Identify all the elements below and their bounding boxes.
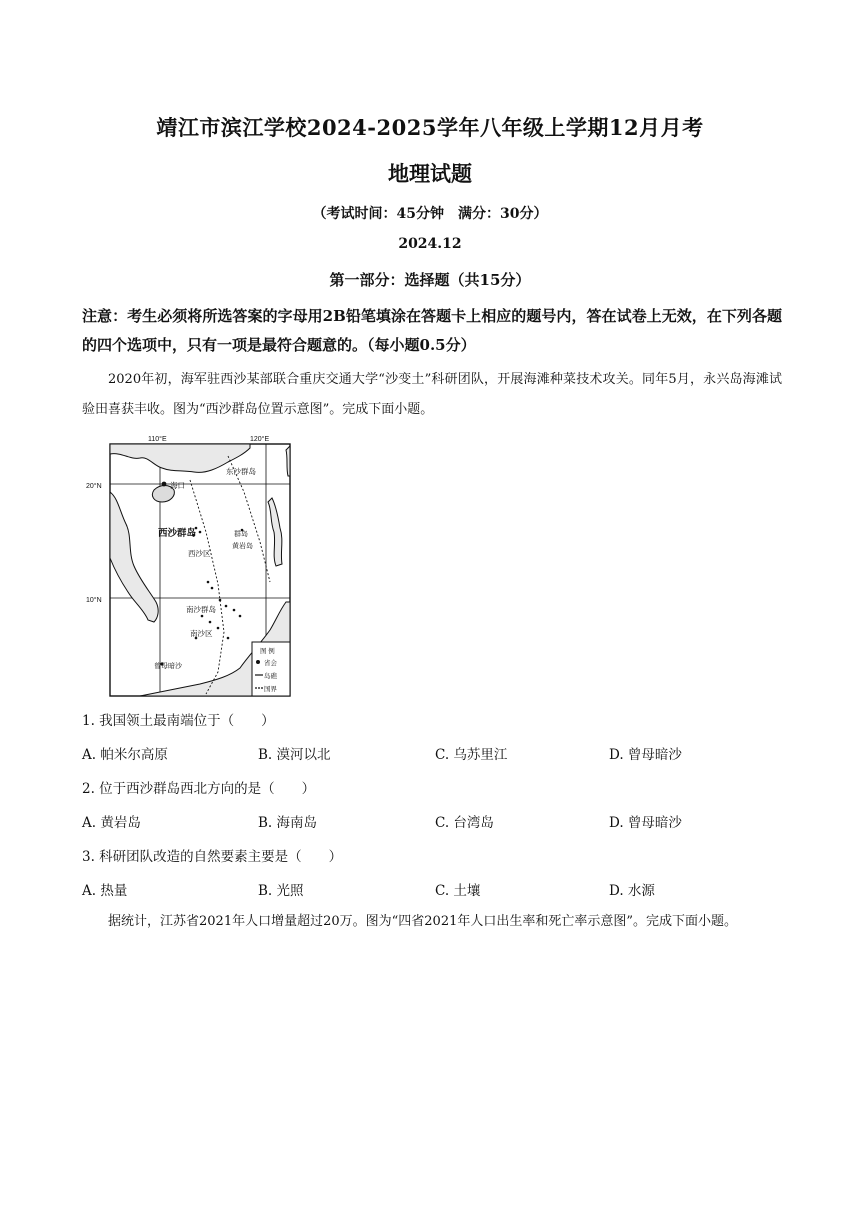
question-2-stem: 2. 位于西沙群岛西北方向的是（ ） <box>82 781 316 797</box>
lat-10-label: 10°N <box>86 597 102 604</box>
question-1-stem: 1. 我国领土最南端位于（ ） <box>82 713 275 729</box>
lon-110-label: 110°E <box>148 436 167 443</box>
haikou-marker <box>162 482 167 487</box>
nansha-label: 南沙群岛 <box>186 605 216 614</box>
question-1-option-c: C. 乌苏里江 <box>435 747 508 763</box>
taiwan-island <box>286 446 290 476</box>
part-heading: 第一部分：选择题（共15分） <box>329 271 531 289</box>
indochina-coast <box>110 492 158 622</box>
legend-title: 图 例 <box>260 648 275 655</box>
boundary-dashes <box>190 480 224 694</box>
xisha-location-map <box>86 432 296 700</box>
nansha-district-label: 南沙区 <box>190 629 213 638</box>
xisha-label: 西沙群岛 <box>158 528 197 539</box>
legend-capital-icon <box>256 660 260 664</box>
huangyan-label: 黄岩岛 <box>232 543 253 550</box>
question-3-option-b: B. 光照 <box>258 883 304 899</box>
dongsha-label: 东沙群岛 <box>226 467 256 476</box>
haikou-label: 海口 <box>170 481 185 490</box>
exam-subtitle: 地理试题 <box>388 161 472 186</box>
question-2-option-d: D. 曾母暗沙 <box>609 815 682 831</box>
question-1-option-b: B. 漠河以北 <box>258 747 331 763</box>
notice-text: 注意：考生必须将所选答案的字母用2B铅笔填涂在答题卡上相应的题号内，答在试卷上无效，在下列各题的四个选项中，只有一项是最符合题意的。（每小题0.5分） <box>82 307 782 354</box>
exam-info: （考试时间：45分钟 满分：30分） <box>312 206 548 222</box>
passage-jiangsu: 据统计，江苏省2021年人口增量超过20万。图为“四省2021年人口出生率和死亡率示意图”。完成下面小题。 <box>108 914 738 929</box>
philippines-coast <box>268 498 282 566</box>
question-3-option-d: D. 水源 <box>609 883 655 899</box>
zengmu-label: 曾母暗沙 <box>154 663 182 670</box>
question-3-stem: 3. 科研团队改造的自然要素主要是（ ） <box>82 849 343 865</box>
question-2-option-a: A. 黄岩岛 <box>82 815 141 831</box>
question-3-option-a: A. 热量 <box>82 883 128 899</box>
lat-20-label: 20°N <box>86 483 102 490</box>
question-1-option-a: A. 帕米尔高原 <box>82 747 168 763</box>
question-2-option-c: C. 台湾岛 <box>435 815 494 831</box>
legend-island: 岛礁 <box>264 673 277 680</box>
exam-date: 2024.12 <box>398 236 462 252</box>
exam-title: 靖江市滨江学校2024-2025学年八年级上学期12月月考 <box>156 115 704 140</box>
legend-border: 国界 <box>264 686 277 693</box>
passage-xisha: 2020年初，海军驻西沙某部联合重庆交通大学“沙变土”科研团队，开展海滩种菜技术攻关。同年5月，永兴岛海滩试验田喜获丰收。图为“西沙群岛位置示意图”。完成下面小题。 <box>82 372 782 417</box>
question-2-option-b: B. 海南岛 <box>258 815 318 831</box>
question-3-option-c: C. 土壤 <box>435 883 481 899</box>
xisha-district-label: 西沙区 <box>188 549 211 558</box>
island-dots <box>160 527 243 666</box>
legend-capital: 省会 <box>264 660 277 667</box>
qundao-label: 群岛 <box>234 531 248 538</box>
lon-120-label: 120°E <box>250 436 270 443</box>
question-1-option-d: D. 曾母暗沙 <box>609 747 682 763</box>
